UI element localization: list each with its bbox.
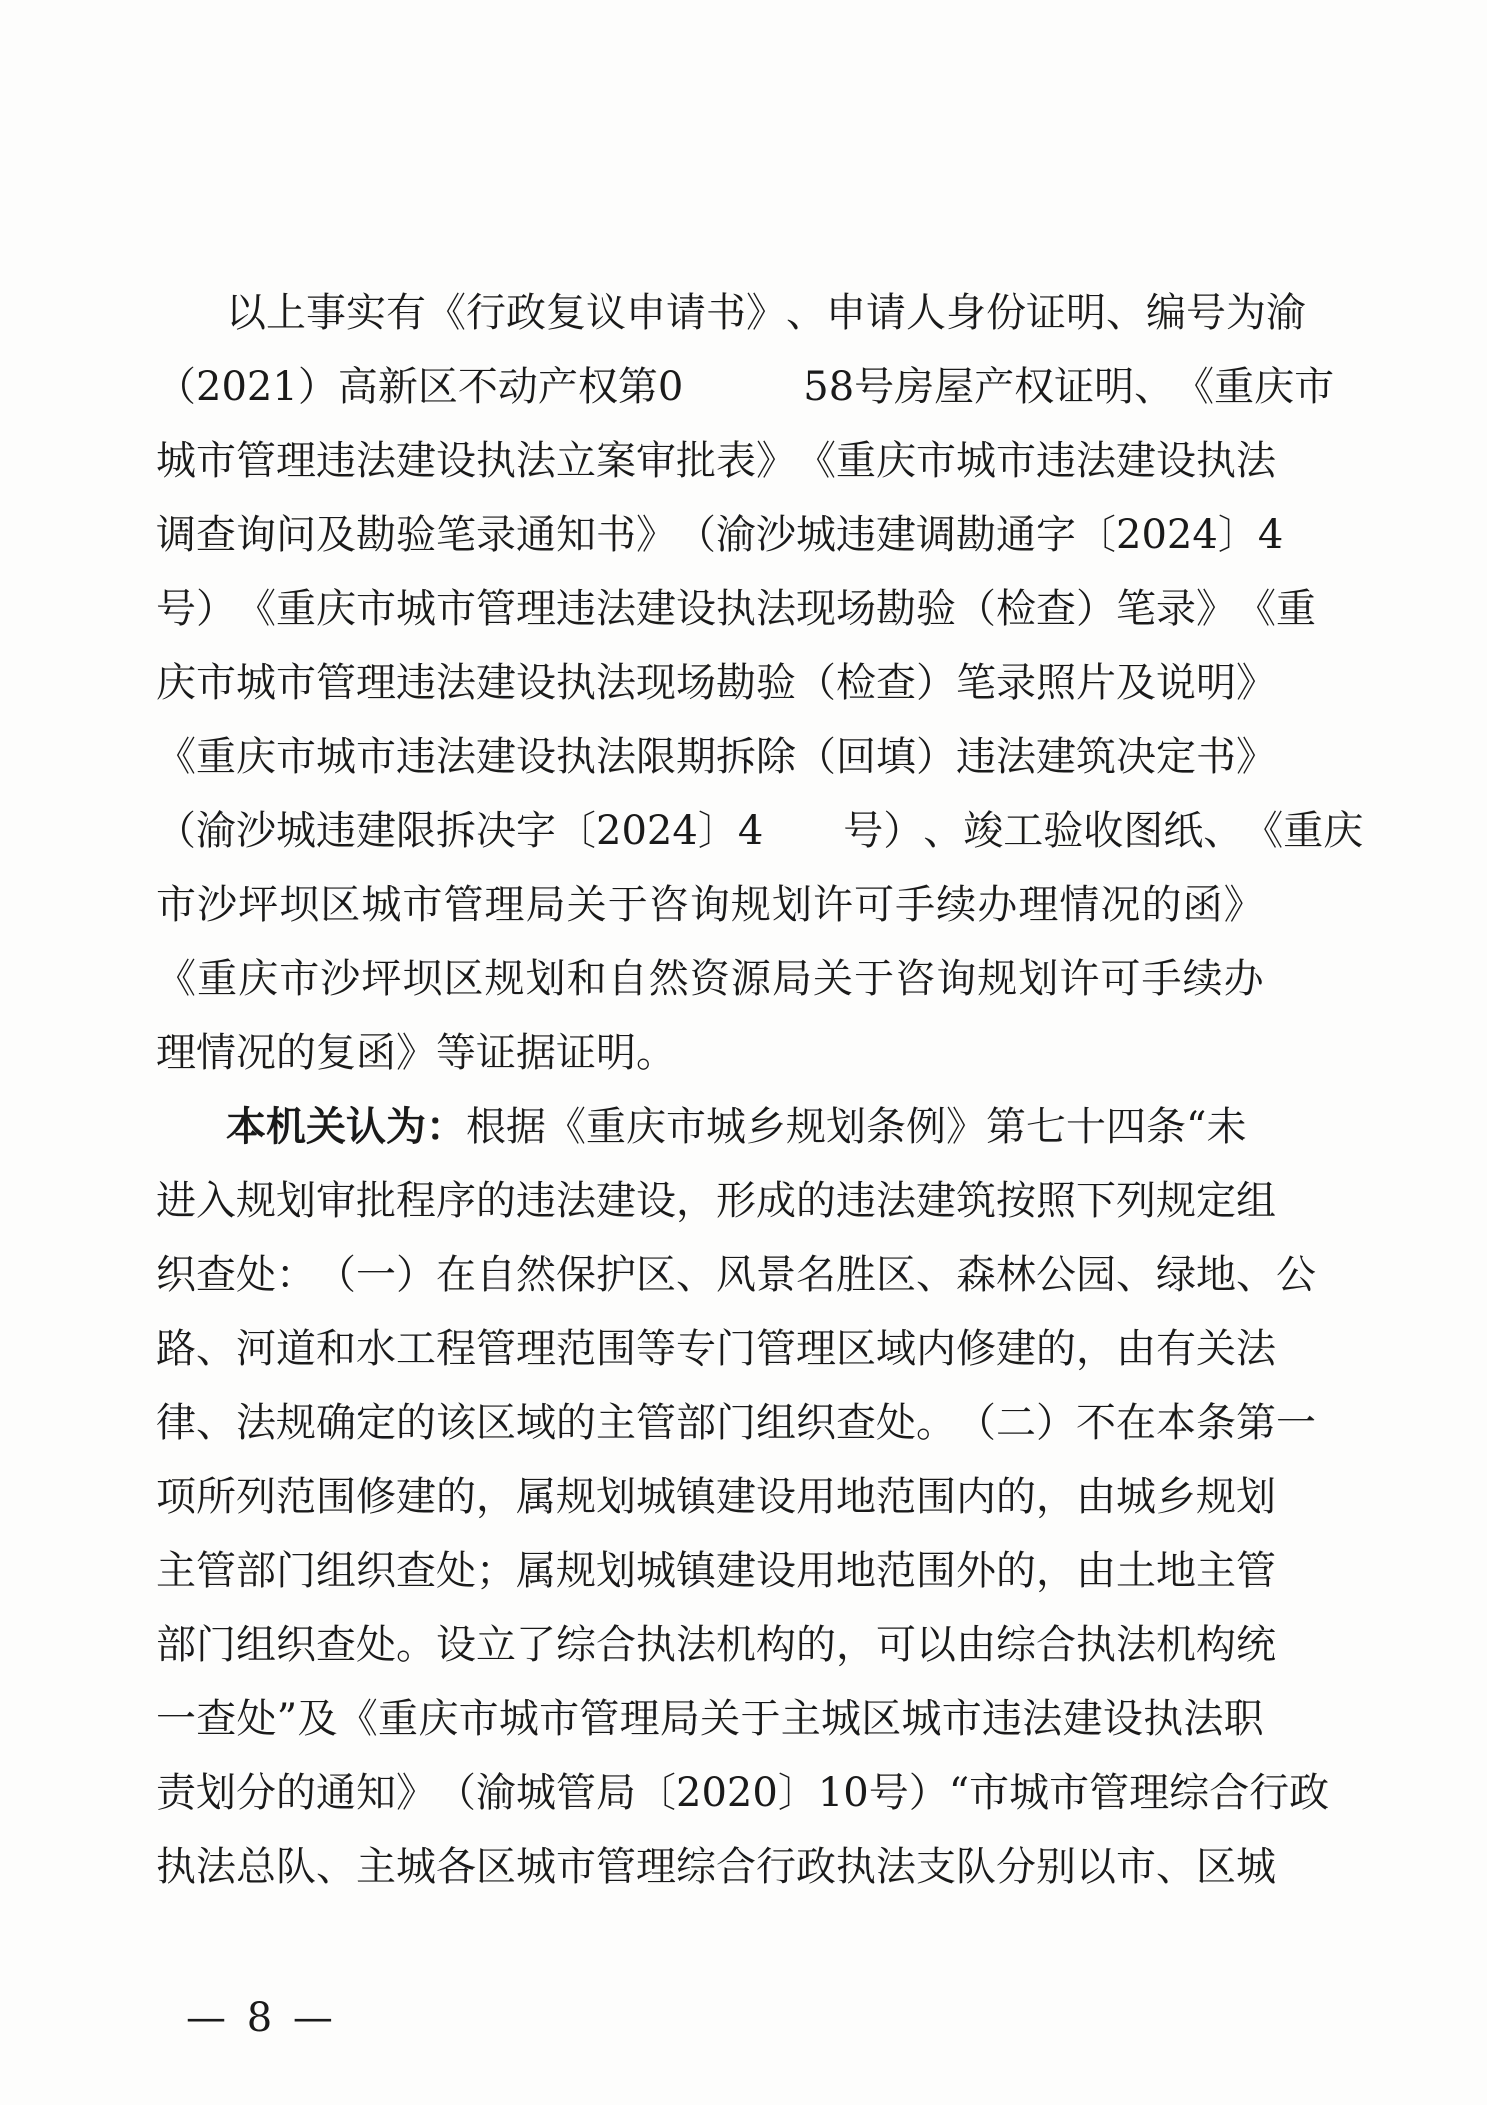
- paragraph-1-line: 以 上 事 实 有 《 行 政 复 议 申 请 书 》 、 申 请 人 身 份 证 明 、 编 号 为 渝: [226, 290, 1306, 336]
- paragraph-1-line: 理情况的复函》等证据证明。: [156, 1030, 676, 1076]
- paragraph-1-line: 《 重 庆 市 沙 坪 坝 区 规 划 和 自 然 资 源 局 关 于 咨 询 规 划 许 可 手 续 办: [156, 956, 1264, 1002]
- paragraph-1-line: 号 ） 《 重 庆 市 城 市 管 理 违 法 建 设 执 法 现 场 勘 验 （ 检 查 ） 笔 录 》 《 重: [156, 586, 1316, 632]
- paragraph-2-lead: 本机关认为：: [226, 1104, 466, 1150]
- document-body: [156, 276, 1364, 1904]
- paragraph-1-line: 《 重 庆 市 城 市 违 法 建 设 执 法 限 期 拆 除 （ 回 填 ） 违 法 建 筑 决 定 书 》: [156, 734, 1276, 780]
- paragraph-2-line: 主 管 部 门 组 织 查 处 ； 属 规 划 城 镇 建 设 用 地 范 围 外 的 ， 由 土 地 主 管: [156, 1548, 1276, 1594]
- paragraph-1-line: 市 沙 坪 坝 区 城 市 管 理 局 关 于 咨 询 规 划 许 可 手 续 办 理 情 况 的 函 》: [156, 882, 1264, 928]
- paragraph-1-line: （ 2 0 2 1 ） 高 新 区 不 动 产 权 第 0 5 8 号 房 屋 产 权 证 明 、 《 重 庆 市: [156, 364, 1335, 410]
- paragraph-1-line: 城 市 管 理 违 法 建 设 执 法 立 案 审 批 表 》 《 重 庆 市 城 市 违 法 建 设 执 法: [156, 438, 1276, 484]
- paragraph-2-line: 路 、 河 道 和 水 工 程 管 理 范 围 等 专 门 管 理 区 域 内 修 建 的 ， 由 有 关 法: [156, 1326, 1276, 1372]
- paragraph-1-line: 庆 市 城 市 管 理 违 法 建 设 执 法 现 场 勘 验 （ 检 查 ） 笔 录 照 片 及 说 明 》: [156, 660, 1276, 706]
- paragraph-2-line: 一 查 处 ” 及 《 重 庆 市 城 市 管 理 局 关 于 主 城 区 城 市 违 法 建 设 执 法 职: [156, 1696, 1264, 1742]
- paragraph-2-first-line: [156, 1090, 1264, 1164]
- page-number: — 8 —: [186, 1995, 337, 2041]
- paragraph-1-line: （ 渝 沙 城 违 建 限 拆 决 字 〔 2 0 2 4 〕 4 号 ） 、 竣 工 验 收 图 纸 、 《 重 庆: [156, 808, 1364, 854]
- paragraph-2-line: 项 所 列 范 围 修 建 的 ， 属 规 划 城 镇 建 设 用 地 范 围 内 的 ， 由 城 乡 规 划: [156, 1474, 1276, 1520]
- paragraph-2-line: 织 查 处 ： （ 一 ） 在 自 然 保 护 区 、 风 景 名 胜 区 、 森 林 公 园 、 绿 地 、 公: [156, 1252, 1316, 1298]
- paragraph-2-line: 进 入 规 划 审 批 程 序 的 违 法 建 设 ， 形 成 的 违 法 建 筑 按 照 下 列 规 定 组: [156, 1178, 1276, 1224]
- paragraph-2-line: 执 法 总 队 、 主 城 各 区 城 市 管 理 综 合 行 政 执 法 支 队 分 别 以 市 、 区 城: [156, 1844, 1276, 1890]
- paragraph-2-line: 责 划 分 的 通 知 》 （ 渝 城 管 局 〔 2 0 2 0 〕 1 0 号 ） “ 市 城 市 管 理 综 合 行 政: [156, 1770, 1330, 1816]
- paragraph-2-first-line-text: 根据《重庆市城乡规划条例》第七十四条“未: [466, 1104, 1247, 1150]
- paragraph-2-line: 部 门 组 织 查 处 。 设 立 了 综 合 执 法 机 构 的 ， 可 以 由 综 合 执 法 机 构 统: [156, 1622, 1276, 1668]
- paragraph-1-line: 调 查 询 问 及 勘 验 笔 录 通 知 书 》 （ 渝 沙 城 违 建 调 勘 通 字 〔 2 0 2 4 〕 4: [156, 512, 1284, 558]
- paragraph-2-line: 律 、 法 规 确 定 的 该 区 域 的 主 管 部 门 组 织 查 处 。 （ 二 ） 不 在 本 条 第 一: [156, 1400, 1316, 1446]
